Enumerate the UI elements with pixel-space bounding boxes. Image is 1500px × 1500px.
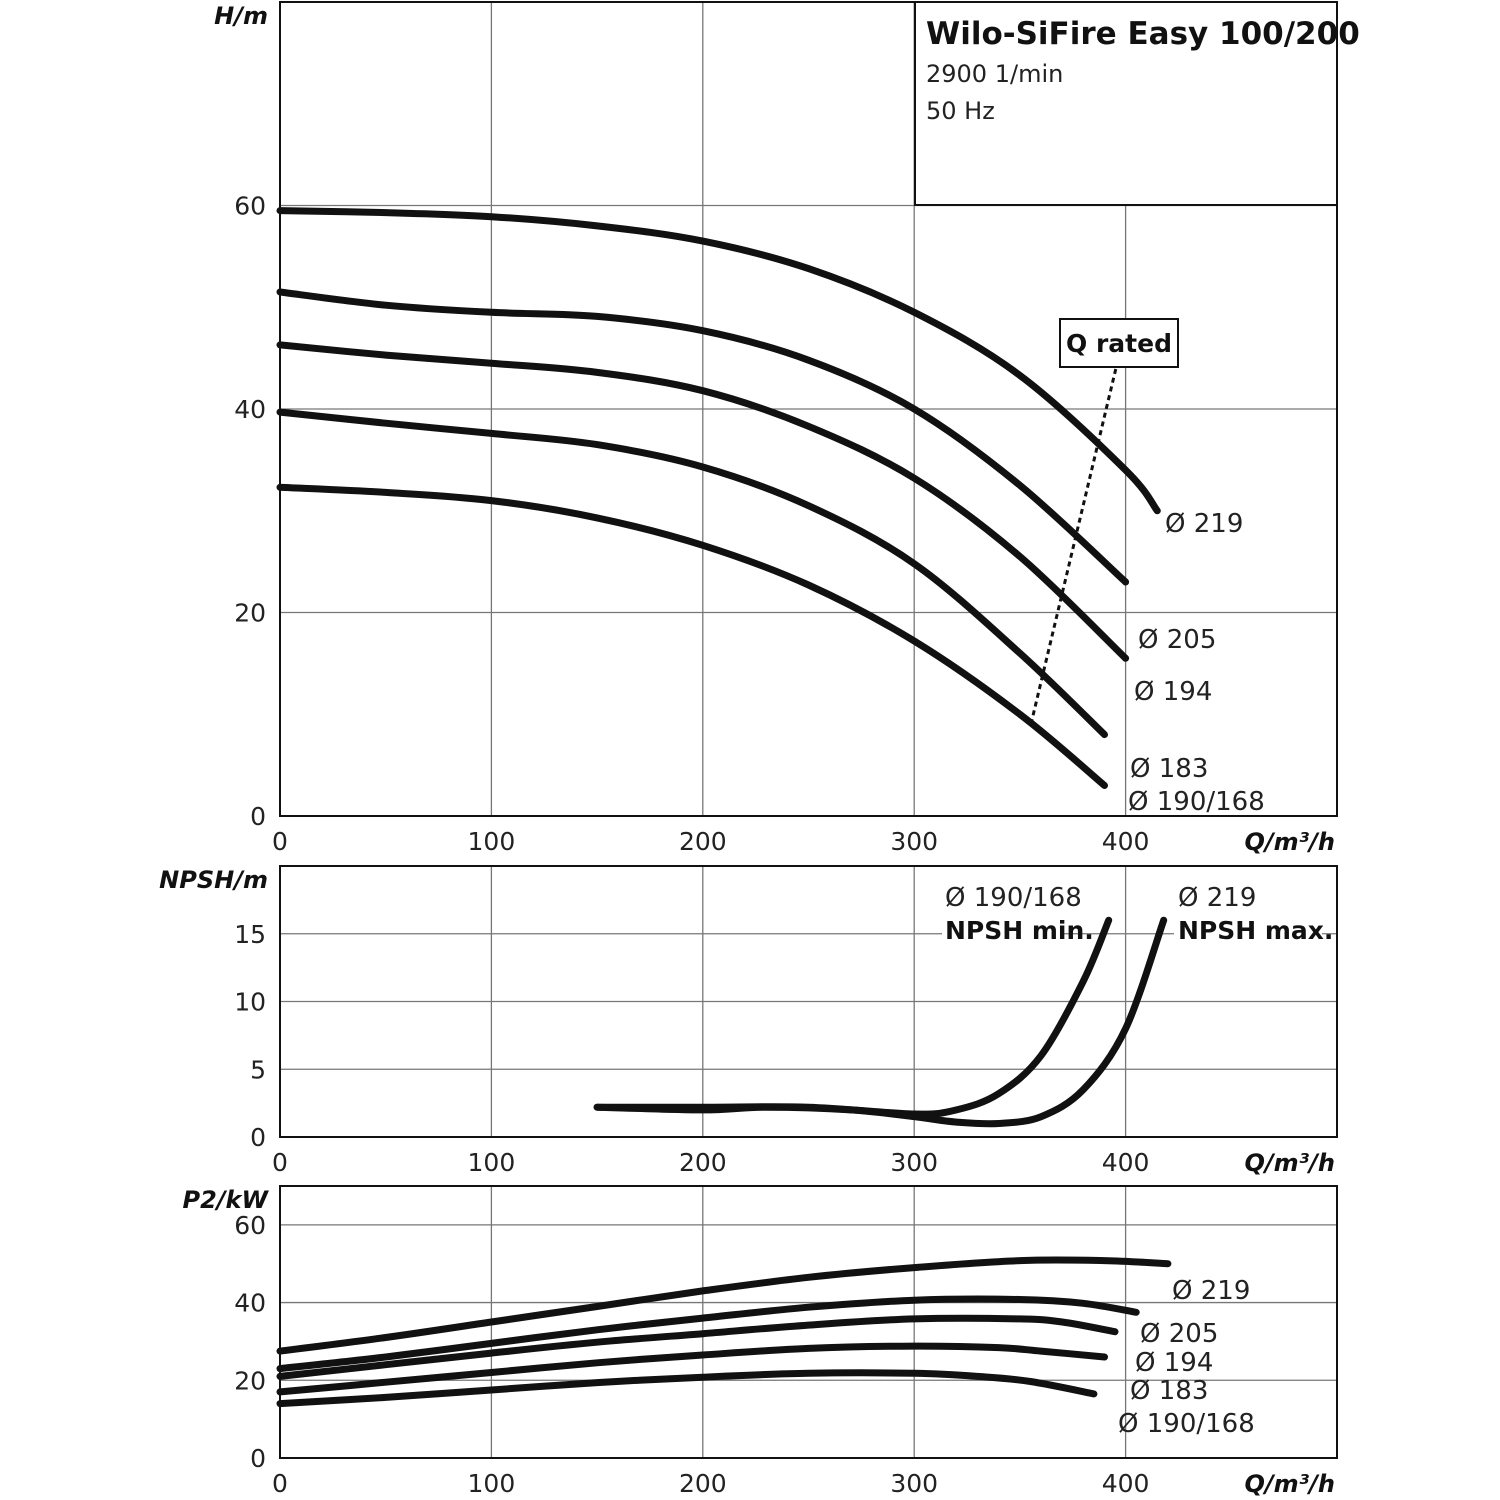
x-tick-label: 400 [1101,827,1150,856]
x-tick-label: 300 [890,1469,939,1498]
x-tick-label: 200 [678,1148,727,1177]
npsh-curve [597,920,1109,1114]
panel-npsh [159,866,1337,1177]
head-curve-label: Ø 183 [1130,754,1209,784]
y-tick-label: 60 [234,191,266,221]
power-curve-label: Ø 219 [1172,1276,1251,1306]
y-tick-label: 60 [234,1210,266,1240]
x-tick-label: 100 [467,1148,516,1177]
x-tick-label: 100 [467,827,516,856]
x-tick-label: 100 [467,1469,516,1498]
x-tick-label: 0 [272,1148,288,1177]
x-tick-label: 0 [272,827,288,856]
chart-subtitle: 50 Hz [926,97,995,125]
npsh-curve-annotation: NPSH min. [945,916,1094,945]
head-curve-label: Ø 194 [1134,677,1213,707]
power-curve-label: Ø 205 [1140,1319,1219,1349]
head-curve-label: Ø 205 [1138,625,1217,655]
x-axis-label: Q/m³/h [1244,1149,1335,1177]
power-curve-label: Ø 183 [1130,1376,1209,1406]
npsh-curve-label: Ø 219 [1178,883,1257,913]
x-axis-label: Q/m³/h [1244,1470,1335,1498]
y-axis-label: NPSH/m [159,866,268,894]
head-curve-label: Ø 190/168 [1128,787,1265,817]
panel-power [183,1186,1338,1498]
head-curve-label: Ø 219 [1165,509,1244,539]
x-tick-label: 400 [1101,1148,1150,1177]
power-curve-label: Ø 194 [1135,1348,1214,1378]
q-rated-label: Q rated [1066,329,1172,358]
x-tick-label: 200 [678,827,727,856]
x-tick-label: 200 [678,1469,727,1498]
y-tick-label: 0 [250,1123,266,1152]
x-tick-label: 300 [890,1148,939,1177]
y-tick-label: 20 [234,598,266,628]
y-tick-label: 15 [234,919,266,949]
y-axis-label: H/m [214,2,268,30]
y-tick-label: 20 [234,1366,266,1396]
y-tick-label: 0 [250,1444,266,1473]
y-tick-label: 10 [234,987,266,1017]
x-tick-label: 400 [1101,1469,1150,1498]
chart-subtitle: 2900 1/min [926,60,1064,88]
title-box [915,2,1360,205]
chart-title: Wilo-SiFire Easy 100/200 [926,16,1360,52]
npsh-curve-label: Ø 190/168 [945,883,1082,913]
head-curve [280,211,1157,511]
x-axis-label: Q/m³/h [1244,828,1335,856]
npsh-curve-annotation: NPSH max. [1178,916,1334,945]
panel-head [214,2,1360,856]
y-tick-label: 40 [234,395,266,424]
x-tick-label: 300 [890,827,939,856]
y-axis-label: P2/kW [182,1186,268,1214]
power-curve [280,1260,1168,1351]
head-curve [280,487,1105,785]
y-tick-label: 5 [250,1055,266,1085]
y-tick-label: 0 [250,802,266,831]
y-tick-label: 40 [234,1288,266,1318]
npsh-curve [597,920,1164,1124]
power-curve-label: Ø 190/168 [1118,1409,1255,1439]
x-tick-label: 0 [272,1469,288,1498]
